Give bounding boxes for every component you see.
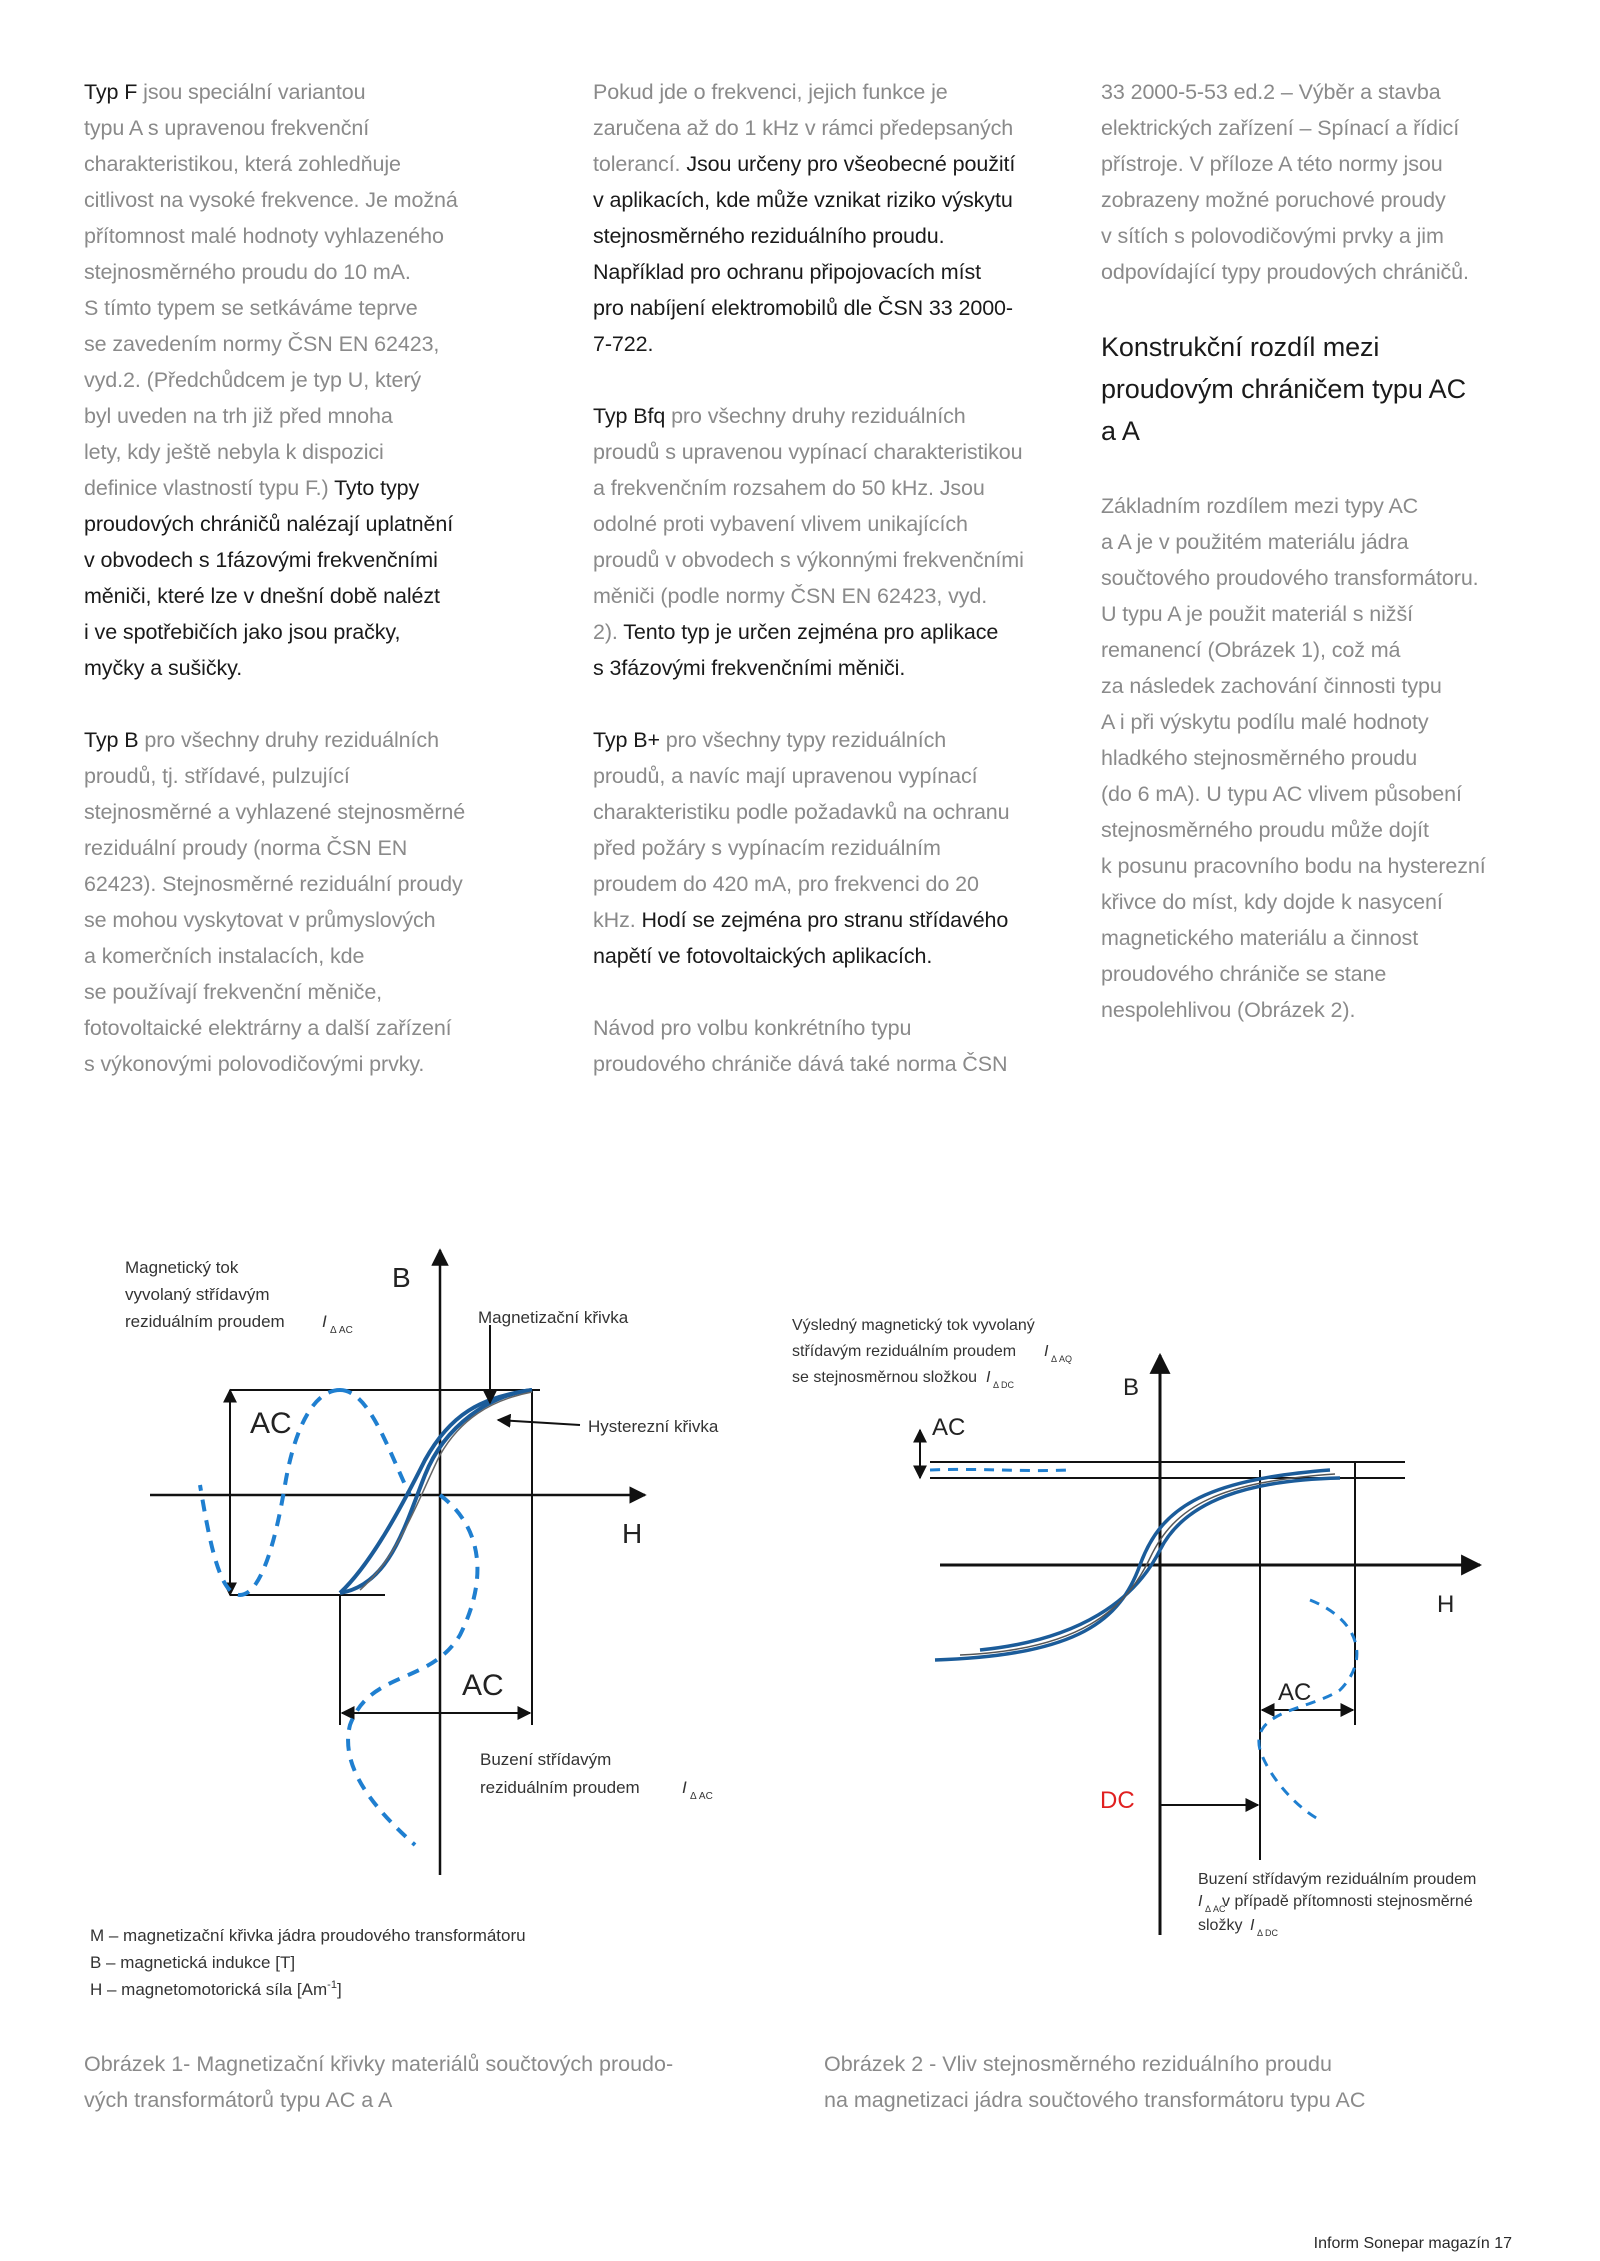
highlighted-text: měniči, které lze v dnešní době nalézt [84,584,440,608]
svg-text:B – magnetická indukce [T]: B – magnetická indukce [T] [90,1953,296,1972]
text-line [1101,524,1551,560]
highlighted-text: Jsou určeny pro všeobecné použití [686,152,1016,176]
text-line [1101,218,1551,254]
paragraph [593,398,1043,686]
highlighted-text: Například pro ochranu připojovacích míst [593,260,981,284]
text-line [1101,146,1551,182]
text-line [84,578,534,614]
text-column-3 [1101,74,1551,1028]
excitation-sine-wave [348,1495,477,1845]
text-line [1101,812,1551,848]
body-text: 2). [593,620,624,644]
text-line [84,506,534,542]
text-line [593,830,1043,866]
text-line [84,974,534,1010]
svg-text:Δ DC: Δ DC [1257,1928,1279,1938]
highlighted-text: myčky a sušičky. [84,656,243,680]
svg-text:střídavým reziduálním proudem: střídavým reziduálním proudem [792,1343,1017,1360]
text-line [593,578,1043,614]
body-text: pro všechny druhy reziduálních [138,728,439,752]
figure-1-caption: Obrázek 1- Magnetizační křivky materiálů součtových proudo- vých transformátorů typu AC a A [84,2052,674,2112]
body-text: se zavedením normy ČSN EN 62423, [84,332,440,356]
text-line [1101,704,1551,740]
heading-line: proudovým chráničem typu AC [1101,374,1466,404]
ac-bottom-label: AC [462,1669,504,1702]
svg-text:I: I [1044,1343,1049,1360]
highlighted-text: napětí ve fotovoltaických aplikacích. [593,944,933,968]
page-footer: Inform Sonepar magazín 17 [1313,2235,1512,2252]
svg-text:Buzení střídavým: Buzení střídavým [480,1750,612,1769]
axis-h-label: H [1437,1591,1455,1618]
text-line [593,758,1043,794]
text-line [593,254,1043,290]
highlighted-text: v obvodech s 1fázovými frekvenčními [84,548,438,572]
ac-top-label: AC [250,1407,292,1440]
figure-2-caption: Obrázek 2 - Vliv stejnosměrného reziduálního proudu na magnetizaci jádra součtového transformátoru typu AC [824,2052,1366,2112]
body-text: s výkonovými polovodičovými prvky. [84,1052,425,1076]
body-text: vyd.2. (Předchůdcem je typ U, který [84,368,422,392]
text-line [84,1010,534,1046]
figure-1-diagram [70,1225,790,2025]
body-text: typu A s upravenou frekvenční [84,116,370,140]
text-line [593,650,1043,686]
text-line [84,182,534,218]
text-line [593,434,1043,470]
text-line [593,74,1043,110]
body-text: reziduální proudy (norma ČSN EN [84,836,408,860]
body-text: (do 6 mA). U typu AC vlivem působení [1101,782,1462,806]
body-text: pro všechny typy reziduálních [659,728,947,752]
text-line [593,218,1043,254]
text-line [1101,668,1551,704]
text-line [84,902,534,938]
body-text: stejnosměrného proudu může dojít [1101,818,1429,842]
text-line [1101,74,1551,110]
svg-text:reziduálním proudem: reziduálním proudem [125,1312,285,1331]
body-text: citlivost na vysoké frekvence. Je možná [84,188,458,212]
flux-sine-wave-upper [340,1390,410,1495]
figure-1-flux-label [125,1258,353,1336]
body-text: A i při výskytu podílu malé hodnoty [1101,710,1429,734]
text-line [1101,920,1551,956]
body-text: magnetického materiálu a činnost [1101,926,1419,950]
svg-text:složky: složky [1198,1917,1243,1934]
text-line [84,614,534,650]
text-line [84,254,534,290]
body-text: nespolehlivou (Obrázek 2). [1101,998,1356,1022]
heading-line: Konstrukční rozdíl mezi [1101,332,1380,362]
hysteresis-curve-pointer [498,1420,580,1425]
highlighted-text: pro nabíjení elektromobilů dle ČSN 33 2000- [593,296,1013,320]
highlighted-text: Typ Bfq [593,404,666,428]
svg-text:Δ AC: Δ AC [1205,1904,1226,1914]
body-text: se mohou vyskytovat v průmyslových [84,908,436,932]
body-text: S tímto typem se setkáváme teprve [84,296,418,320]
body-text: proudů v obvodech s výkonnými frekvenčními [593,548,1024,572]
text-line [593,1046,1043,1082]
svg-text:Δ AC: Δ AC [690,1791,713,1802]
text-line [84,758,534,794]
text-line [593,794,1043,830]
svg-text:I: I [682,1778,687,1797]
svg-text:H – magnetomotorická síla [Am-: H – magnetomotorická síla $[Am^{-1}]$ [90,1979,342,1999]
text-line [1101,992,1551,1028]
highlighted-text: Typ B+ [593,728,660,752]
body-text: proudů, a navíc mají upravenou vypínací [593,764,978,788]
body-text: před požáry s vypínacím reziduálním [593,836,941,860]
figure-2-flux-label [792,1317,1072,1390]
text-line [1101,848,1551,884]
body-text: křivce do míst, kdy dojde k nasycení [1101,890,1443,914]
body-text: 62423). Stejnosměrné reziduální proudy [84,872,463,896]
text-line [84,650,534,686]
body-text: lety, kdy ještě nebyla k dispozici [84,440,384,464]
text-line [1101,776,1551,812]
body-text: a komerčních instalacích, kde [84,944,365,968]
axis-b-label: B [392,1262,411,1293]
body-text: zobrazeny možné poruchové proudy [1101,188,1446,212]
paragraph [593,1010,1043,1082]
body-text: přítomnost malé hodnoty vyhlazeného [84,224,444,248]
svg-text:I: I [986,1369,991,1386]
text-line [84,218,534,254]
highlighted-text: Typ F [84,80,138,104]
text-line [593,506,1043,542]
body-text: zaručena až do 1 kHz v rámci předepsaných [593,116,1014,140]
svg-text:vyvolaný střídavým: vyvolaný střídavým [125,1285,270,1304]
text-line [84,830,534,866]
svg-text:Δ DC: Δ DC [993,1380,1015,1390]
figure-1-legend [90,1926,526,1999]
axis-b-label: B [1123,1374,1140,1401]
body-text: charakteristiku podle požadavků na ochranu [593,800,1010,824]
figure-1-excitation-label [480,1750,713,1802]
body-text: fotovoltaické elektrárny a další zařízení [84,1016,452,1040]
paragraph [593,722,1043,974]
body-text: proudů, tj. střídavé, pulzující [84,764,350,788]
body-text: 33 2000-5-53 ed.2 – Výběr a stavba [1101,80,1441,104]
body-text: odpovídající typy proudových chráničů. [1101,260,1469,284]
text-line [593,326,1043,362]
text-line [84,326,534,362]
text-line [1101,182,1551,218]
ac-top-label: AC [932,1414,966,1441]
body-text: Návod pro volbu konkrétního typu [593,1016,912,1040]
highlighted-text: Tento typ je určen zejména pro aplikace [623,620,999,644]
body-text: za následek zachování činnosti typu [1101,674,1442,698]
body-text: Pokud jde o frekvenci, jejich funkce je [593,80,948,104]
body-text: jsou speciální variantou [137,80,366,104]
text-column-1 [84,74,534,1082]
body-text: byl uveden na trh již před mnoha [84,404,393,428]
text-line [84,542,534,578]
body-text: a frekvenčním rozsahem do 50 kHz. Jsou [593,476,985,500]
hysteresis-curve-label: Hysterezní křivka [588,1417,719,1436]
paragraph [84,722,534,1082]
text-line [84,398,534,434]
svg-text:M – magnetizační křivka jádra: M – magnetizační křivka jádra proudového transformátoru [90,1926,526,1945]
body-text: se používají frekvenční měniče, [84,980,383,1004]
highlighted-text: Hodí se zejména pro stranu střídavého [641,908,1009,932]
text-line [593,902,1043,938]
highlighted-text: stejnosměrného reziduálního proudu. [593,224,945,248]
body-text: a A je v použitém materiálu jádra [1101,530,1409,554]
section-heading [1101,326,1551,452]
body-text: odolné proti vybavení vlivem unikajících [593,512,968,536]
magnetization-curve [360,1392,532,1590]
heading-line: a A [1101,416,1140,446]
axis-h-label: H [622,1518,643,1549]
svg-text:I: I [1198,1893,1203,1910]
text-line [1101,488,1551,524]
text-line [593,470,1043,506]
paragraph [1101,74,1551,290]
text-line [84,110,534,146]
body-text: remanencí (Obrázek 1), což má [1101,638,1401,662]
ac-bottom-label: AC [1278,1679,1312,1706]
body-text: charakteristikou, která zohledňuje [84,152,401,176]
figure-2-excitation-label [1198,1871,1476,1938]
body-text: měniči (podle normy ČSN EN 62423, vyd. [593,584,988,608]
body-text: proudového chrániče se stane [1101,962,1387,986]
text-line [593,182,1043,218]
body-text: kHz. [593,908,642,932]
paragraph [1101,488,1551,1028]
svg-text:I: I [322,1312,327,1331]
svg-text:Buzení střídavým reziduálním p: Buzení střídavým reziduálním proudem [1198,1871,1477,1888]
text-line [1101,956,1551,992]
text-line [84,722,534,758]
paragraph [593,74,1043,362]
highlighted-text: 7-722. [593,332,654,356]
text-line [84,470,534,506]
text-line [1101,254,1551,290]
text-line [84,290,534,326]
body-text: elektrických zařízení – Spínací a řídicí [1101,116,1460,140]
text-line [84,146,534,182]
highlighted-text: v aplikacích, kde může vznikat riziko výskytu [593,188,1013,212]
text-line [84,434,534,470]
text-line [1101,884,1551,920]
svg-text:Magnetický tok: Magnetický tok [125,1258,239,1277]
text-line [84,362,534,398]
svg-text:v případě přítomnosti stejnosm: v případě přítomnosti stejnosměrné [1222,1893,1473,1910]
text-line [84,74,534,110]
dc-label: DC [1100,1787,1135,1814]
text-line [593,542,1043,578]
text-line [593,290,1043,326]
text-line [1101,110,1551,146]
text-line [1101,596,1551,632]
text-line [1101,560,1551,596]
highlighted-text: Tyto typy [334,476,420,500]
text-line [1101,632,1551,668]
highlighted-text: proudových chráničů nalézají uplatnění [84,512,454,536]
text-line [84,938,534,974]
figure-2-diagram [780,1300,1520,1980]
flux-wave-top [930,1469,1070,1470]
body-text: přístroje. V příloze A této normy jsou [1101,152,1443,176]
text-line [593,866,1043,902]
body-text: stejnosměrného proudu do 10 mA. [84,260,411,284]
body-text: definice vlastností typu F.) [84,476,335,500]
highlighted-text: i ve spotřebičích jako jsou pračky, [84,620,401,644]
svg-text:Δ AQ: Δ AQ [1051,1354,1073,1364]
text-line [593,614,1043,650]
svg-text:se stejnosměrnou složkou: se stejnosměrnou složkou [792,1369,977,1386]
body-text: proudového chrániče dává také norma ČSN [593,1052,1008,1076]
svg-text:reziduálním proudem: reziduálním proudem [480,1778,640,1797]
text-line [593,1010,1043,1046]
svg-text:Výsledný magnetický tok vyvola: Výsledný magnetický tok vyvolaný [792,1317,1035,1334]
highlighted-text: s 3fázovými frekvenčními měniči. [593,656,906,680]
body-text: hladkého stejnosměrného proudu [1101,746,1418,770]
body-text: součtového proudového transformátoru. [1101,566,1479,590]
text-line [1101,740,1551,776]
text-line [593,146,1043,182]
body-text: Základním rozdílem mezi typy AC [1101,494,1419,518]
text-line [593,938,1043,974]
paragraph [84,74,534,686]
svg-text:I: I [1250,1917,1255,1934]
body-text: k posunu pracovního bodu na hysterezní [1101,854,1486,878]
body-text: proudem do 420 mA, pro frekvenci do 20 [593,872,979,896]
text-line [593,398,1043,434]
body-text: U typu A je použit materiál s nižší [1101,602,1413,626]
text-column-2 [593,74,1043,1082]
svg-text:Δ AC: Δ AC [330,1325,353,1336]
text-line [84,794,534,830]
magnet-curve-label: Magnetizační křivka [478,1308,629,1327]
text-line [84,1046,534,1082]
text-line [84,866,534,902]
text-line [593,110,1043,146]
text-line [593,722,1043,758]
body-text: tolerancí. [593,152,687,176]
body-text: proudů s upravenou vypínací charakteristikou [593,440,1023,464]
highlighted-text: Typ B [84,728,139,752]
body-text: stejnosměrné a vyhlazené stejnosměrné [84,800,466,824]
body-text: v sítích s polovodičovými prvky a jim [1101,224,1444,248]
body-text: pro všechny druhy reziduálních [665,404,966,428]
